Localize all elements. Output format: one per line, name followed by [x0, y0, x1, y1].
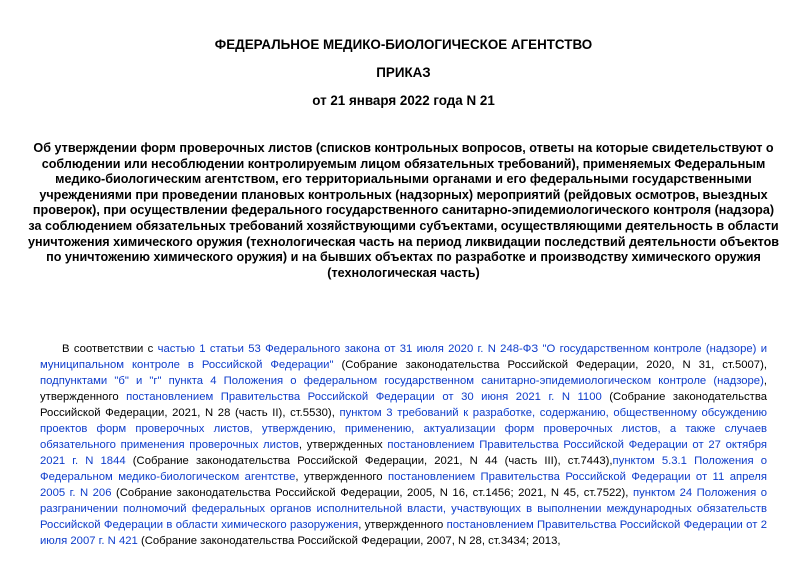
body-text: (Собрание законодательства Российской Федерации, 2020, N 31, ст.5007), [333, 359, 767, 371]
link-resolution-1844[interactable]: постановлением Правительства Российской Федерации от 27 октября 2021 г. N 1844 [40, 439, 767, 467]
body-text: В соответствии с [62, 343, 158, 355]
body-text: , утвержденных [298, 439, 388, 451]
link-requirements-point3[interactable]: пунктом 3 требований к разработке, содержанию, общественному обсуждению проектов форм проверочных листов, утверждению, применению, актуализации форм проверочных листов, а также случаев обязательного применения проверочных листов [40, 407, 767, 451]
link-regulation-subpoints[interactable]: подпунктами "б" и "г" пункта 4 Положения о федеральном государственном санитарно-эпидемиологическом контроле (надзоре) [40, 375, 764, 387]
link-resolution-421[interactable]: постановлением Правительства Российской Федерации от 2 июля 2007 г. N 421 [40, 519, 767, 547]
agency-name: ФЕДЕРАЛЬНОЕ МЕДИКО-БИОЛОГИЧЕСКОЕ АГЕНТСТВО [214, 37, 593, 52]
body-text: (Собрание законодательства Российской Федерации, 2007, N 28, ст.3434; 2013, [137, 535, 561, 547]
link-resolution-1100[interactable]: постановлением Правительства Российской Федерации от 30 июня 2021 г. N 1100 [126, 391, 602, 403]
body-paragraph [40, 341, 767, 549]
body-text: , утвержденного [295, 471, 388, 483]
link-fmba-regulation-5-3-1[interactable]: пунктом 5.3.1 Положения о Федеральном медико-биологическом агентстве [40, 455, 768, 483]
body-text: , утвержденного [40, 375, 767, 403]
link-regulation-point24[interactable]: пунктом 24 Положения о разграничении полномочий федеральных органов исполнительной власти, участвующих в выполнении международных обязательств Российской Федерации в области химического разоружения [40, 487, 767, 531]
link-law-248fz[interactable]: частью 1 статьи 53 Федерального закона от 31 июля 2020 г. N 248-ФЗ "О государственном контроле (надзоре) и муниципальном контроле в Российской Федерации" [40, 343, 767, 371]
document-type: ПРИКАЗ [376, 65, 431, 80]
document-date-number: от 21 января 2022 года N 21 [312, 93, 495, 108]
body-text: (Собрание законодательства Российской Федерации, 2021, N 28 (часть II), ст.5530), [40, 391, 767, 419]
body-text: , утвержденного [358, 519, 447, 531]
body-text: (Собрание законодательства Российской Федерации, 2021, N 44 (часть III), ст.7443), [125, 455, 613, 467]
body-text: (Собрание законодательства Российской Федерации, 2005, N 16, ст.1456; 2021, N 45, ст.7522), [111, 487, 633, 499]
link-resolution-206[interactable]: постановлением Правительства Российской Федерации от 11 апреля 2005 г. N 206 [40, 471, 768, 499]
document-title: Об утверждении форм проверочных листов (списков контрольных вопросов, ответы на которые свидетельствуют о соблюдении или несоблюдении контролируемым лицом обязательных требований), применяемых Федеральным медико-биологическим агентством, его территориальными органами и его федеральными государственными учреждениями при проведении плановых контрольных (надзорных) мероприятий (рейдовых осмотров, выездных проверок), при осуществлении федерального государственного санитарно-эпидемиологического контроля (надзора) за соблюдением обязательных требований хозяйствующими субъектами, осуществляющими деятельность в области уничтожения химического оружия (технологическая часть на период ликвидации последствий деятельности объектов по уничтожению химического оружия) и на бывших объектах по разработке и производству химического оружия (технологическая часть) [28, 141, 780, 280]
